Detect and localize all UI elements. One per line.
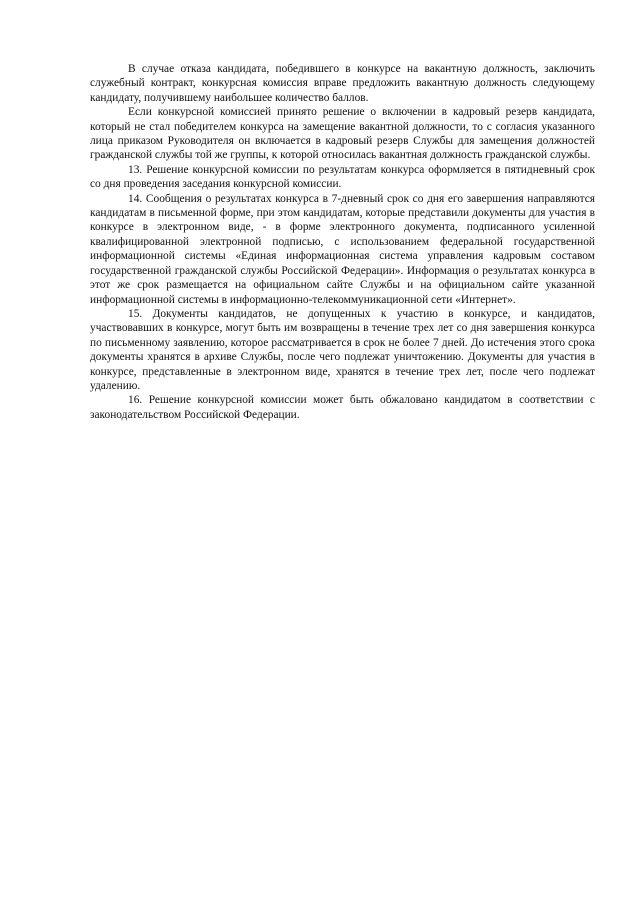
- paragraph-refusal: В случае отказа кандидата, победившего в конкурсе на вакантную должность, заключить служебный контракт, конкурсная комиссия вправе предложить вакантную должность следующему кандидату, получившему наибольшее количество баллов.: [90, 63, 595, 104]
- paragraph-15: 15. Документы кандидатов, не допущенных к участию в конкурсе, и кандидатов, участвовавших в конкурсе, могут быть им возвращены в течение трех лет со дня завершения конкурса по письменному заявлению, которое рассматривается в срок не более 7 дней. До истечения этого срока документы хранятся в архиве Службы, после чего подлежат уничтожению. Документы для участия в конкурсе, представленные в электронном виде, хранятся в течение трех лет, после чего подлежат удалению.: [90, 307, 595, 392]
- paragraph-reserve: Если конкурсной комиссией принято решение о включении в кадровый резерв кандидата, который не стал победителем конкурса на замещение вакантной должности, то с согласия указанного лица приказом Руководителя он включается в кадровый резерв Службы для замещения должностей гражданской службы той же группы, к которой относилась вакантная должность гражданской службы.: [90, 106, 595, 162]
- paragraph-13: 13. Решение конкурсной комиссии по результатам конкурса оформляется в пятидневный срок со дня проведения заседания конкурсной комиссии.: [90, 163, 595, 191]
- paragraph-16: 16. Решение конкурсной комиссии может быть обжаловано кандидатом в соответствии с законодательством Российской Федерации.: [90, 394, 595, 421]
- document-page: [90, 62, 595, 422]
- paragraph-14: 14. Сообщения о результатах конкурса в 7-дневный срок со дня его завершения направляются кандидатам в письменной форме, при этом кандидатам, которые представили документы для участия в конкурсе в электронном виде, - в форме электронного документа, подписанного усиленной квалифицированной электронной подписью, с использованием федеральной государственной информационной системы «Единая информационная система управления кадровым составом государственной гражданской службы Российской Федерации». Информация о результатах конкурса в этот же срок размещается на официальном сайте Службы и на официальном сайте указанной информационной системы в информационно-телекоммуникационной сети «Интернет».: [90, 192, 595, 306]
